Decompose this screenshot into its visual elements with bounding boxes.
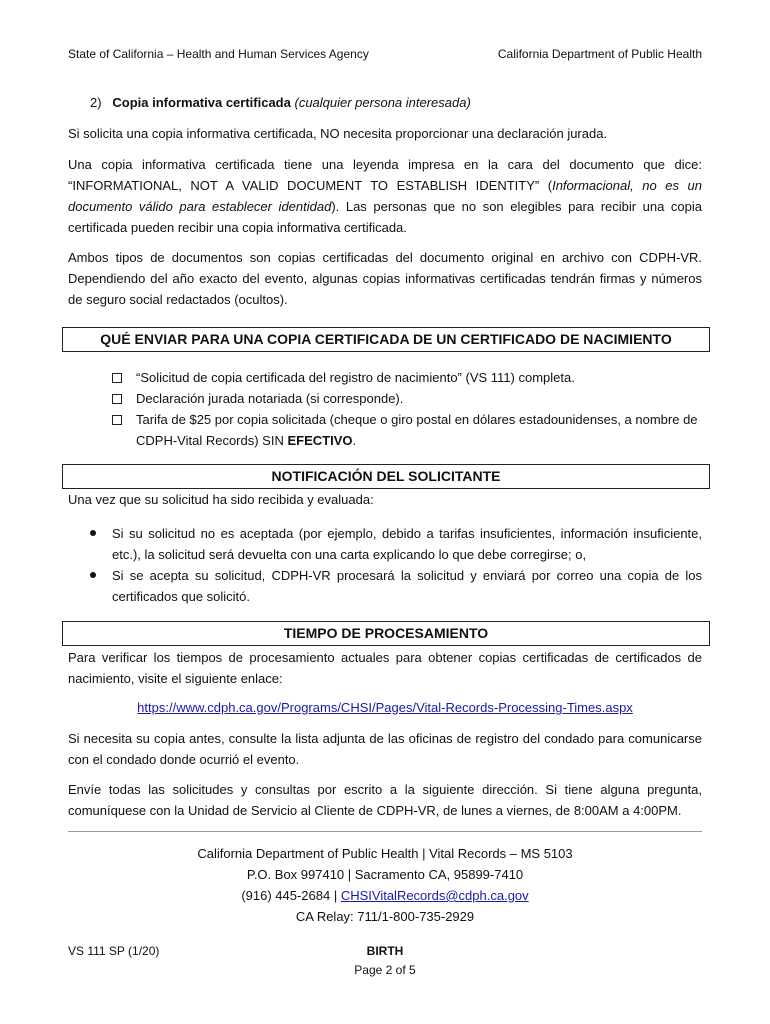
bullet-item <box>90 565 702 607</box>
bullet-text: Si su solicitud no es aceptada (por ejemplo, debido a tarifas insuficientes, información insuficiente, etc.), la solicitud será devuelta con una carta explicando lo que debe corregirse; o, <box>112 526 702 562</box>
paragraph-informational-legend <box>68 154 702 238</box>
legend-text-a: Una copia informativa certificada tiene una leyenda impresa en la cara del documento que dice: “INFORMATIONAL, NOT A VALID DOCUMENT TO ESTABLISH IDENTITY” ( <box>68 157 702 193</box>
checklist-item <box>110 367 704 388</box>
header-department: California Department of Public Health <box>497 47 702 61</box>
document-type: BIRTH <box>366 944 404 958</box>
footer-divider <box>68 831 702 832</box>
paragraph-document-types: Ambos tipos de documentos son copias certificadas del documento original en archivo con CDPH-VR. Dependiendo del año exacto del evento, algunas copias informativas certificadas tendrán firmas y números de seguro social redactados (ocultos). <box>68 250 702 307</box>
processing-link-row <box>0 697 770 718</box>
item-2-heading <box>90 92 702 113</box>
section-notification-title: NOTIFICACIÓN DEL SOLICITANTE <box>62 464 710 489</box>
checklist-item-end: . <box>352 433 357 448</box>
item-number: 2) <box>90 95 102 110</box>
header-agency: State of California – Health and Human Services Agency <box>68 47 369 61</box>
footer-line-2: P.O. Box 997410 | Sacramento CA, 95899-7410 <box>246 867 524 882</box>
item-title: Copia informativa certificada <box>112 95 291 110</box>
notification-bullets <box>90 523 702 607</box>
legend-text-b: ). Las personas que no son elegibles para recibir una copia certificada pueden recibir una copia informativa certificada. <box>68 199 702 235</box>
no-cash-emphasis: EFECTIVO <box>287 433 353 448</box>
checklist-item-text: “Solicitud de copia certificada del registro de nacimiento” (VS 111) completa. <box>136 370 575 385</box>
item-subtitle: (cualquier persona interesada) <box>294 95 471 110</box>
bullet-item <box>90 523 702 565</box>
county-offices-paragraph: Si necesita su copia antes, consulte la lista adjunta de las oficinas de registro del condado para comunicarse con el condado donde ocurrió el evento. <box>68 731 702 767</box>
footer-address <box>0 843 770 927</box>
send-checklist <box>110 367 704 451</box>
section-what-to-send-title: QUÉ ENVIAR PARA UNA COPIA CERTIFICADA DE UN CERTIFICADO DE NACIMIENTO <box>62 327 710 352</box>
checklist-item <box>110 388 704 409</box>
footer-line-4: CA Relay: 711/1-800-735-2929 <box>295 909 475 924</box>
section-processing-time-title: TIEMPO DE PROCESAMIENTO <box>62 621 710 646</box>
footer-email-link[interactable]: CHSIVitalRecords@cdph.ca.gov <box>340 888 529 903</box>
processing-time-paragraph: Para verificar los tiempos de procesamiento actuales para obtener copias certificadas de certificados de nacimiento, visite el siguiente enlace: <box>68 650 702 686</box>
checklist-item-text: Tarifa de $25 por copia solicitada (cheque o giro postal en dólares estadounidenses, a nombre de CDPH-Vital Records) SIN <box>136 412 698 448</box>
bullet-icon <box>90 572 96 578</box>
paragraph-no-affidavit: Si solicita una copia informativa certificada, NO necesita proporcionar una declaración jurada. <box>68 126 608 141</box>
page-footer-center <box>0 942 770 980</box>
notification-intro: Una vez que su solicitud ha sido recibida y evaluada: <box>68 492 374 507</box>
checkbox-icon <box>112 373 122 383</box>
footer-line-3 <box>0 885 770 906</box>
form-code: VS 111 SP (1/20) <box>68 944 160 958</box>
bullet-icon <box>90 530 96 536</box>
checklist-item-text: Declaración jurada notariada (si corresponde). <box>136 391 404 406</box>
checklist-item <box>110 409 704 451</box>
contact-paragraph: Envíe todas las solicitudes y consultas por escrito a la siguiente dirección. Si tiene alguna pregunta, comuníquese con la Unidad de Servicio al Cliente de CDPH-VR, de lunes a viernes, de 8:00AM a 4:00PM. <box>68 782 702 818</box>
page-number: Page 2 of 5 <box>354 963 416 977</box>
checkbox-icon <box>112 415 122 425</box>
footer-phone: (916) 445-2684 | <box>241 888 341 903</box>
bullet-text: Si se acepta su solicitud, CDPH-VR procesará la solicitud y enviará por correo una copia de los certificados que solicitó. <box>112 568 702 604</box>
legend-text-italic: Informacional, no es un documento válido para establecer identidad <box>68 178 702 214</box>
processing-times-link[interactable]: https://www.cdph.ca.gov/Programs/CHSI/Pages/Vital-Records-Processing-Times.aspx <box>137 700 633 715</box>
footer-line-1: California Department of Public Health | Vital Records – MS 5103 <box>197 846 573 861</box>
checkbox-icon <box>112 394 122 404</box>
